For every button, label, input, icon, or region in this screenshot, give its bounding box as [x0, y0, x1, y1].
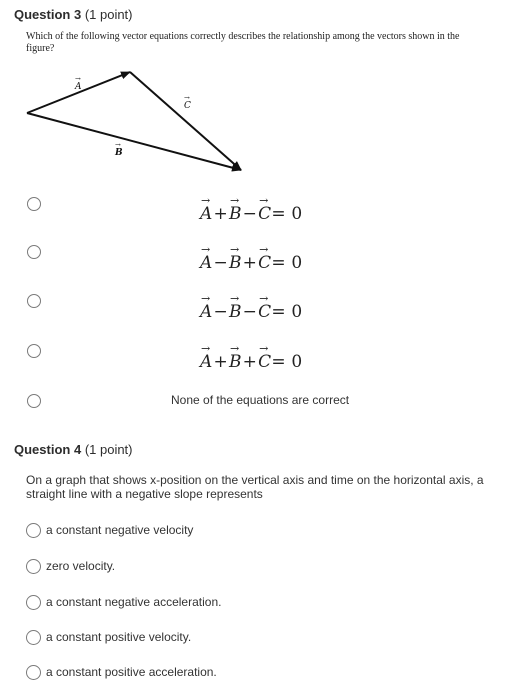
- q3-option-2-radio[interactable]: [27, 245, 41, 259]
- eq-operator: +: [242, 253, 258, 273]
- vector-b-label: B: [115, 148, 123, 158]
- eq-operator: −: [213, 253, 228, 273]
- q3-option-3-radio[interactable]: [27, 294, 41, 308]
- eq-term-b: → B: [229, 302, 242, 322]
- eq-term-a: → A: [200, 253, 212, 273]
- q3-option-3-equation: [200, 302, 302, 322]
- eq-operator: −: [213, 302, 228, 322]
- eq-operator: +: [242, 352, 258, 372]
- q4-option-1-label: a constant negative velocity: [46, 523, 194, 537]
- vector-figure: [20, 62, 250, 182]
- q4-option-1-radio[interactable]: [26, 523, 41, 538]
- eq-operator: +: [213, 204, 228, 224]
- q4-option-5-label: a constant positive acceleration.: [46, 665, 217, 679]
- q4-option-4-radio[interactable]: [26, 630, 41, 645]
- q3-option-4-radio[interactable]: [27, 344, 41, 358]
- question-4-heading: [14, 442, 133, 457]
- vector-diagram: [20, 62, 250, 177]
- eq-term-a: → A: [200, 302, 212, 322]
- q4-option-2-label: zero velocity.: [46, 559, 116, 573]
- q3-option-5-label: None of the equations are correct: [171, 393, 350, 407]
- q4-option-3-label: a constant negative acceleration.: [46, 595, 222, 609]
- eq-term-c: → C: [258, 253, 271, 273]
- vector-c-label: C: [184, 101, 191, 111]
- eq-rhs: = 0: [271, 352, 303, 372]
- eq-term-b: → B: [229, 352, 242, 372]
- vector-a-label: A: [75, 82, 82, 92]
- q4-option-2-radio[interactable]: [26, 559, 41, 574]
- question-4-prompt: On a graph that shows x-position on the vertical axis and time on the horizontal axis, a straight line with a negative slope represents: [26, 473, 484, 501]
- q4-option-4-label: a constant positive velocity.: [46, 630, 192, 644]
- eq-rhs: = 0: [271, 302, 303, 322]
- question-3-points: (1 point): [84, 7, 133, 22]
- vector-c-arrow-mark: →: [184, 94, 190, 102]
- eq-term-c: → C: [258, 204, 271, 224]
- q3-option-2-equation: [200, 253, 302, 273]
- eq-term-b: → B: [229, 253, 242, 273]
- question-4-points: (1 point): [84, 442, 133, 457]
- q3-option-5-radio[interactable]: [27, 394, 41, 408]
- q4-option-3-radio[interactable]: [26, 595, 41, 610]
- q3-option-1-radio[interactable]: [27, 197, 41, 211]
- question-3-number: Question 3: [14, 7, 82, 22]
- vector-b-arrow-mark: →: [115, 141, 121, 149]
- eq-term-a: → A: [200, 204, 212, 224]
- q3-option-1-equation: [200, 204, 302, 224]
- eq-rhs: = 0: [271, 253, 303, 273]
- eq-term-c: → C: [258, 352, 271, 372]
- vector-a-arrow-mark: →: [75, 75, 81, 83]
- q4-option-5-radio[interactable]: [26, 665, 41, 680]
- eq-rhs: = 0: [271, 204, 303, 224]
- q3-option-4-equation: [200, 352, 302, 372]
- eq-term-a: → A: [200, 352, 212, 372]
- eq-term-c: → C: [258, 302, 271, 322]
- eq-operator: +: [213, 352, 228, 372]
- question-3-heading: [14, 7, 133, 22]
- question-4-number: Question 4: [14, 442, 82, 457]
- eq-term-b: → B: [229, 204, 242, 224]
- question-3-prompt: Which of the following vector equations correctly describes the relationship among the vectors shown in the figure?: [26, 31, 460, 54]
- eq-operator: −: [242, 302, 258, 322]
- eq-operator: −: [242, 204, 258, 224]
